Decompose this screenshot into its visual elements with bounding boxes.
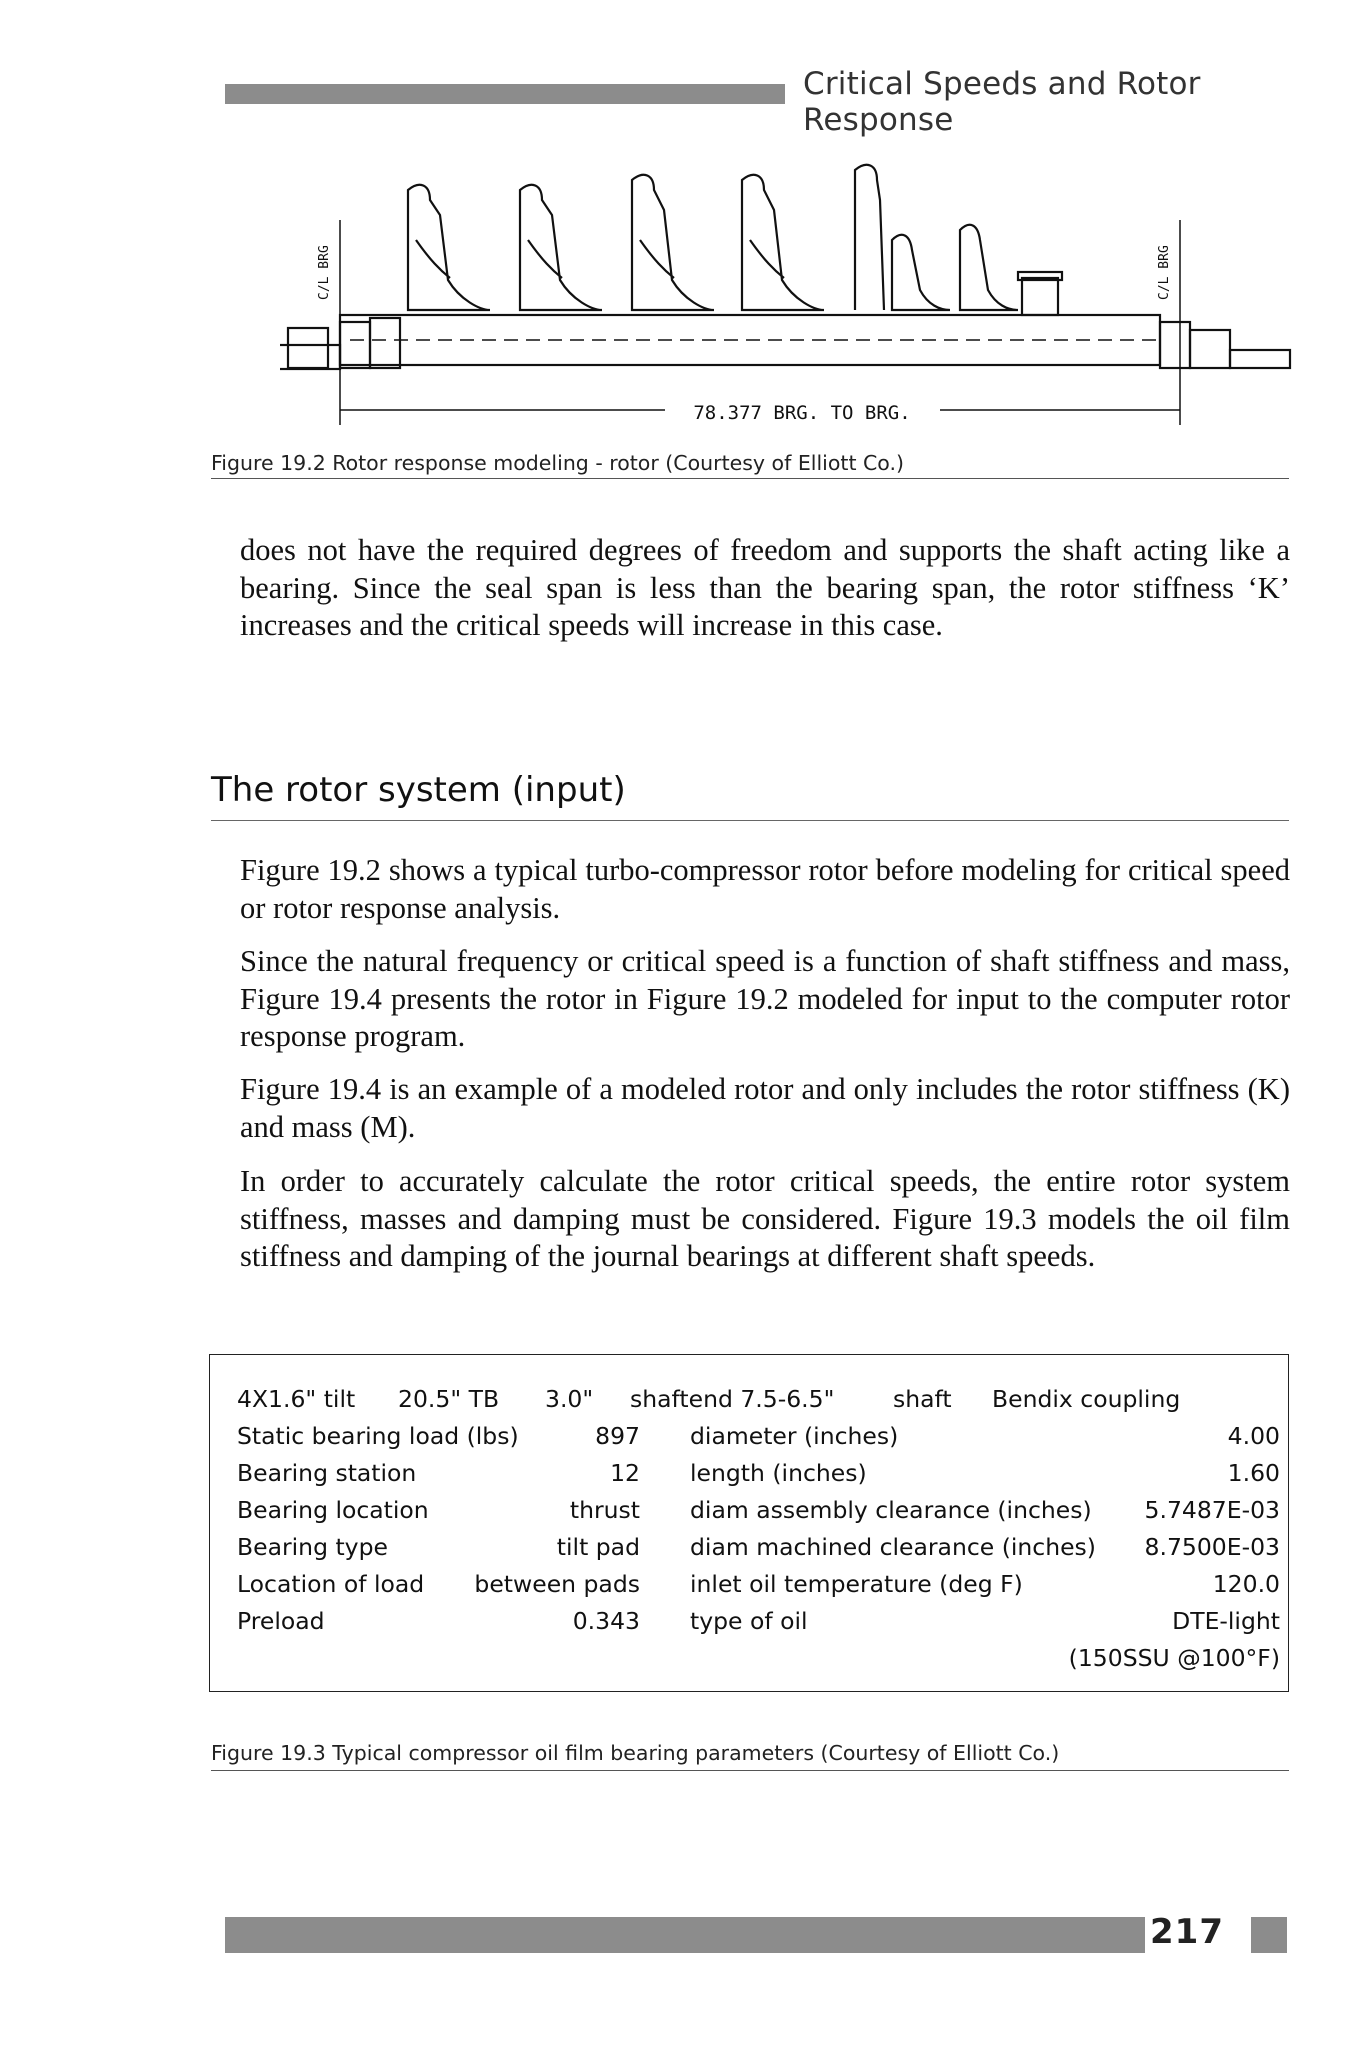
table-row-value: 897 — [595, 1422, 640, 1450]
paragraph-2: Since the natural frequency or critical speed is a function of shaft stiffness and mass, Figure 19.4 presents the rotor in Figure 19.2 modeled for input to the computer rotor response program. — [240, 944, 1290, 1053]
table-row-label: type of oil — [690, 1607, 808, 1635]
table-header-cell: Bendix coupling — [992, 1385, 1181, 1413]
paragraph-1: Figure 19.2 shows a typical turbo-compressor rotor before modeling for critical speed or rotor response analysis. — [240, 853, 1290, 925]
right-shaft-end — [1230, 350, 1290, 368]
figure-19-2-caption: Figure 19.2 Rotor response modeling - rotor (Courtesy of Elliott Co.) — [211, 451, 905, 475]
table-row-label: diam machined clearance (inches) — [690, 1533, 1096, 1561]
figure-19-3-caption: Figure 19.3 Typical compressor oil film bearing parameters (Courtesy of Elliott Co.) — [211, 1741, 1060, 1765]
table-row-value: 4.00 — [1227, 1422, 1280, 1450]
table-row-value: 8.7500E-03 — [1144, 1533, 1280, 1561]
impeller-1 — [408, 185, 490, 310]
paragraph-4: In order to accurately calculate the rotor critical speeds, the entire rotor system stiffness, masses and damping must be considered. Figure 19.3 models the oil film stiffness and damping of the journal bearings at different shaft speeds. — [240, 1164, 1290, 1273]
footer-square — [1251, 1917, 1287, 1953]
page-number: 217 — [1150, 1912, 1224, 1952]
table-row-label: Bearing location — [237, 1496, 429, 1524]
table-row-label: length (inches) — [690, 1459, 867, 1487]
table-header-cell: 4X1.6" tilt — [237, 1385, 356, 1413]
impeller-6 — [892, 235, 950, 310]
table-header-cell: shaftend 7.5-6.5" — [630, 1385, 835, 1413]
oil-note: (150SSU @100°F) — [1068, 1644, 1280, 1672]
header-bar — [225, 84, 785, 104]
table-row-value: 120.0 — [1212, 1570, 1280, 1598]
impeller-7 — [960, 225, 1018, 310]
caption-divider — [211, 1770, 1289, 1771]
footer-bar — [225, 1917, 1145, 1953]
table-header-cell: shaft — [893, 1385, 952, 1413]
impeller-2 — [520, 185, 602, 310]
table-row-value: DTE-light — [1172, 1607, 1280, 1635]
impeller-4 — [742, 175, 824, 310]
bearing-span-dimension: 78.377 BRG. TO BRG. — [693, 402, 911, 424]
table-row-value: tilt pad — [556, 1533, 640, 1561]
table-row-label: Location of load — [237, 1570, 425, 1598]
table-row-value: thrust — [569, 1496, 640, 1524]
table-row-label: Bearing station — [237, 1459, 417, 1487]
running-header-title: Critical Speeds and Rotor Response — [803, 66, 1201, 138]
table-row-value: between pads — [474, 1570, 640, 1598]
table-row-value: 12 — [610, 1459, 640, 1487]
balance-drum — [1022, 278, 1058, 315]
table-row-label: diameter (inches) — [690, 1422, 899, 1450]
left-bearing-label: C/L BRG — [317, 245, 332, 300]
impeller-5 — [855, 165, 884, 310]
rotor-drawing — [280, 160, 1300, 440]
table-row-label: Preload — [237, 1607, 325, 1635]
table-row-value: 1.60 — [1227, 1459, 1280, 1487]
section-title: The rotor system (input) — [211, 770, 626, 810]
table-row-label: Static bearing load (lbs) — [237, 1422, 519, 1450]
table-header-cell: 20.5" TB — [398, 1385, 500, 1413]
impeller-3 — [632, 175, 714, 310]
section-divider — [211, 820, 1289, 821]
continuation-paragraph: does not have the required degrees of freedom and supports the shaft acting like a bearing. Since the seal span is less than the bearing span, the rotor stiffness ‘K’ increases and the critical speeds will increase in this case. — [240, 533, 1290, 642]
table-header-cell: 3.0" — [545, 1385, 594, 1413]
table-row-value: 0.343 — [572, 1607, 640, 1635]
right-bearing-label: C/L BRG — [1157, 245, 1172, 300]
table-row-label: inlet oil temperature (deg F) — [690, 1570, 1023, 1598]
table-row-label: Bearing type — [237, 1533, 388, 1561]
table-row-label: diam assembly clearance (inches) — [690, 1496, 1092, 1524]
caption-divider — [211, 478, 1289, 479]
table-row-value: 5.7487E-03 — [1144, 1496, 1280, 1524]
paragraph-3: Figure 19.4 is an example of a modeled rotor and only includes the rotor stiffness (K) and mass (M). — [240, 1072, 1290, 1144]
